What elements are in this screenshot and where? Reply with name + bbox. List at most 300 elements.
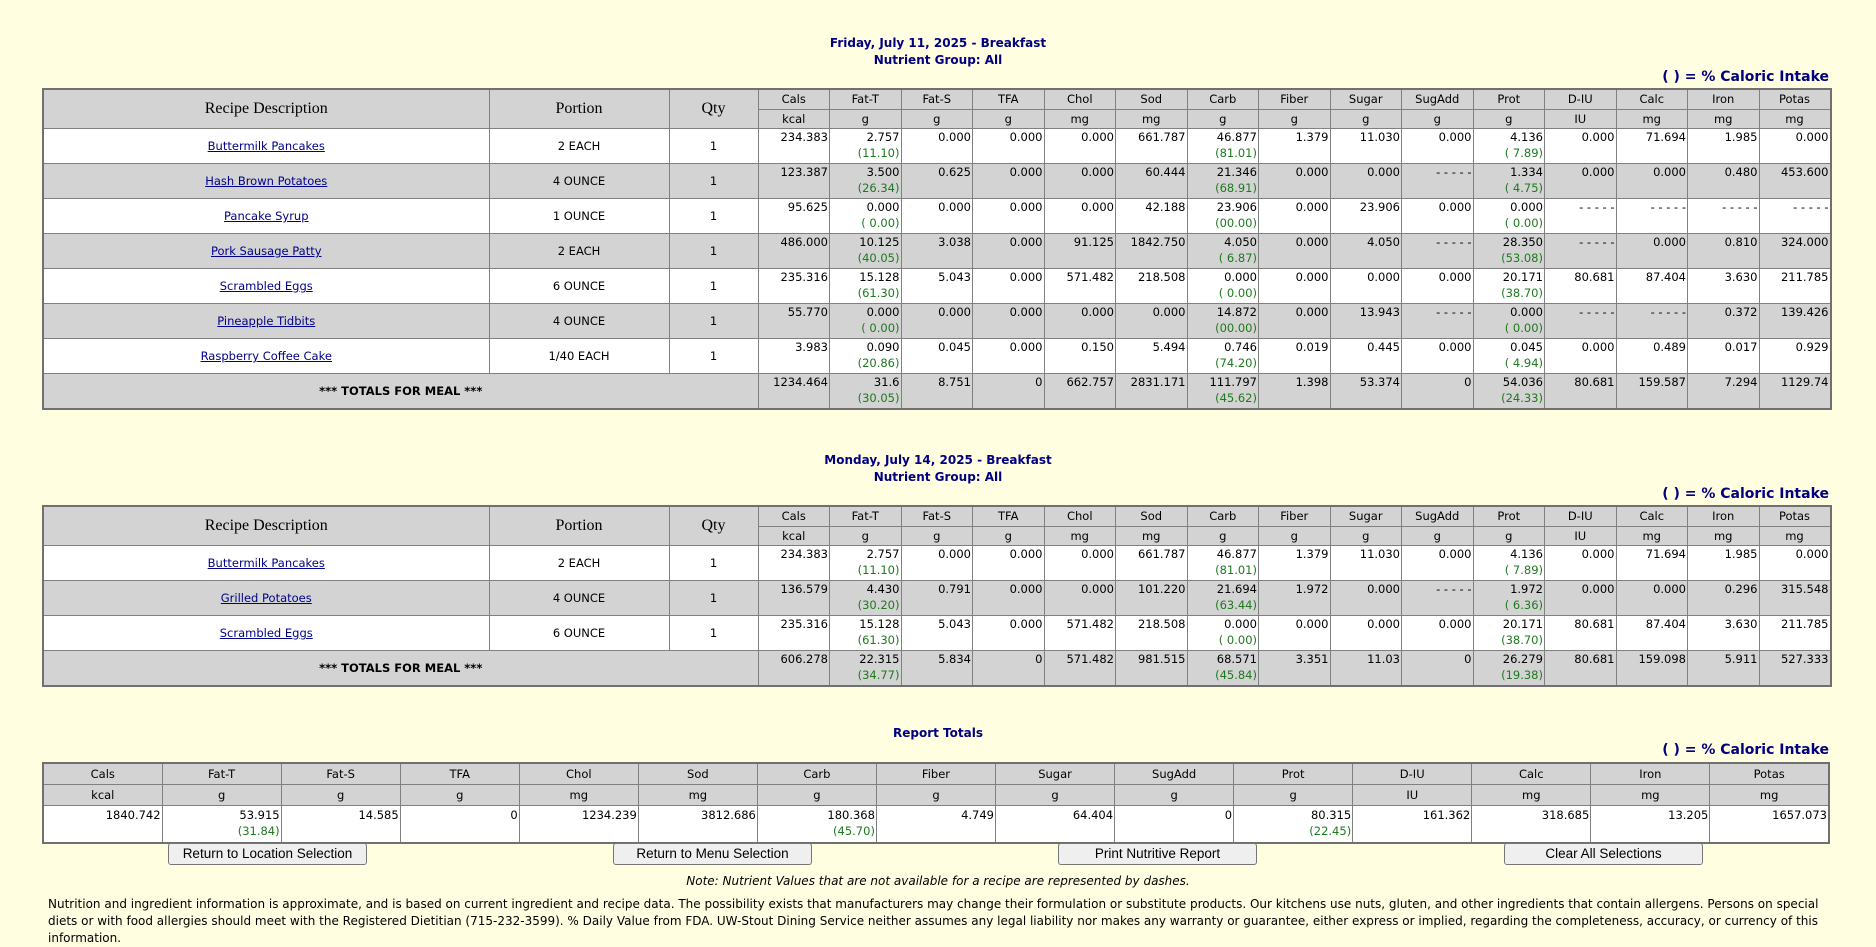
nutrient-value: 234.383: [780, 130, 828, 144]
report-total-cell: [400, 806, 519, 844]
total-value: 981.515: [1137, 652, 1186, 666]
nutrient-value: 0.000: [1795, 547, 1829, 561]
nutrient-value-cell: [1545, 234, 1617, 269]
nutrient-value-cell: [973, 234, 1045, 269]
nutrient-value-cell: [1759, 199, 1831, 234]
recipe-link[interactable]: Pancake Syrup: [223, 209, 309, 223]
nutrient-value-cell: [1330, 129, 1402, 164]
recipe-description-cell: [43, 546, 489, 581]
report-total-cell: [1115, 806, 1234, 844]
nutrient-value: 4.136: [1510, 130, 1543, 144]
meal-totals-row: [43, 374, 1831, 410]
total-value-cell: [1116, 651, 1188, 687]
nutrient-value: - - - - -: [1436, 582, 1472, 596]
total-value: 80.681: [1574, 375, 1615, 389]
nutrient-value-cell: [973, 581, 1045, 616]
nutrient-value-cell: [1473, 304, 1545, 339]
report-total-value: 1234.239: [581, 808, 637, 822]
column-header-nutrient: Potas: [1710, 763, 1829, 785]
total-value: 26.279: [1502, 652, 1543, 666]
nutrient-value: - - - - -: [1436, 305, 1472, 319]
unit-label: g: [973, 526, 1045, 546]
unit-label: g: [876, 785, 995, 806]
nutrient-value-cell: [1759, 129, 1831, 164]
unit-label: kcal: [43, 785, 162, 806]
nutrient-value: - - - - -: [1579, 235, 1615, 249]
nutrient-value-cell: [758, 581, 830, 616]
nutrient-value: 0.000: [1009, 617, 1043, 631]
column-header-nutrient: D-IU: [1545, 506, 1617, 526]
qty-cell: 1: [669, 339, 758, 374]
report-values-row: [43, 806, 1829, 844]
recipe-description-cell: [43, 269, 489, 304]
table-header-row: [43, 89, 1831, 109]
nutrient-value: 0.791: [938, 582, 971, 596]
nutrient-value-cell: [758, 339, 830, 374]
caloric-percent: (40.05): [857, 251, 900, 265]
report-total-cell: [162, 806, 281, 844]
caloric-percent: (74.20): [1215, 356, 1257, 370]
report-total-cell: [1710, 806, 1829, 844]
report-total-value: 0: [1224, 808, 1233, 822]
nutrient-value-cell: [1473, 546, 1545, 581]
nutrient-value-cell: [1330, 234, 1402, 269]
nutrient-value-cell: [1473, 164, 1545, 199]
nutrient-value: 0.000: [1438, 270, 1472, 284]
caloric-percent: (19.38): [1501, 668, 1543, 682]
unit-label: g: [1330, 109, 1402, 129]
nutrient-value-cell: [901, 304, 973, 339]
recipe-description-cell: [43, 304, 489, 339]
report-total-cell: [996, 806, 1115, 844]
total-value: 0: [1464, 652, 1472, 666]
nutrient-value: 0.000: [1009, 130, 1043, 144]
column-header-nutrient: Prot: [1473, 506, 1545, 526]
nutrient-value-cell: [830, 339, 902, 374]
nutrient-value: 0.489: [1653, 340, 1686, 354]
nutrient-value-cell: [1259, 546, 1331, 581]
nutrient-value: 11.030: [1359, 547, 1400, 561]
total-value-cell: [901, 651, 973, 687]
total-value: 111.797: [1209, 375, 1257, 389]
meal-totals-row: [43, 651, 1831, 687]
recipe-link[interactable]: Buttermilk Pancakes: [207, 139, 325, 153]
column-header-nutrient: TFA: [400, 763, 519, 785]
recipe-description-cell: [43, 339, 489, 374]
report-total-cell: [1591, 806, 1710, 844]
nutrient-value: 0.000: [866, 200, 900, 214]
nutrient-value: 0.000: [866, 305, 900, 319]
nutrient-value: 1.379: [1295, 547, 1329, 561]
nutrient-value-cell: [1545, 581, 1617, 616]
caloric-percent: (81.01): [1215, 563, 1257, 577]
nutrient-group: Nutrient Group: All: [873, 53, 1003, 67]
column-header-nutrient: Prot: [1473, 89, 1545, 109]
recipe-link[interactable]: Hash Brown Potatoes: [205, 174, 328, 188]
report-total-value: 1657.073: [1772, 808, 1827, 822]
nutrient-value: 0.000: [1009, 235, 1043, 249]
nutrient-value-cell: [758, 304, 830, 339]
column-header-nutrient: Chol: [1044, 506, 1116, 526]
recipe-row: [43, 616, 1831, 651]
nutrient-value-cell: [1187, 164, 1259, 199]
nutrient-value: - - - - -: [1650, 200, 1686, 214]
unit-label: g: [1330, 526, 1402, 546]
report-total-value: 4.749: [961, 808, 994, 822]
nutrient-value-cell: [901, 129, 973, 164]
recipe-link[interactable]: Pineapple Tidbits: [217, 314, 316, 328]
total-value: 527.333: [1780, 652, 1829, 666]
caloric-percent: (22.45): [1309, 824, 1352, 838]
nutrient-value-cell: [973, 269, 1045, 304]
column-header-nutrient: Chol: [1044, 89, 1116, 109]
report-total-value: 80.315: [1310, 808, 1352, 822]
column-header-nutrient: Fat-T: [162, 763, 281, 785]
nutrient-value-cell: [1473, 199, 1545, 234]
total-value-cell: [973, 374, 1045, 410]
nutrient-value-cell: [1330, 546, 1402, 581]
report-total-cell: [876, 806, 995, 844]
nutrient-value: 0.000: [1009, 582, 1043, 596]
nutrient-value-cell: [901, 339, 973, 374]
unit-label: g: [1402, 109, 1474, 129]
report-total-value: 13.205: [1668, 808, 1709, 822]
caloric-percent: (38.70): [1501, 286, 1543, 300]
total-value-cell: [1616, 651, 1688, 687]
column-header-description: Recipe Description: [43, 506, 489, 546]
nutrient-value-cell: [1616, 546, 1688, 581]
portion-cell: 2 EACH: [489, 546, 669, 581]
nutrient-value: - - - - -: [1793, 200, 1829, 214]
nutrient-value-cell: [1688, 581, 1760, 616]
nutrient-value-cell: [1616, 199, 1688, 234]
caloric-percent: ( 0.00): [1504, 216, 1543, 230]
meal-2-header: [0, 452, 1876, 486]
nutrient-value: 0.296: [1724, 582, 1758, 596]
nutrient-value-cell: [901, 269, 973, 304]
nutrient-value-cell: [1330, 339, 1402, 374]
nutrient-value-cell: [1116, 199, 1188, 234]
caloric-percent: ( 0.00): [861, 216, 900, 230]
column-header-nutrient: Sugar: [1330, 89, 1402, 109]
nutrient-value-cell: [1545, 164, 1617, 199]
nutrient-value: 0.000: [1581, 547, 1615, 561]
total-value: 1129.74: [1780, 375, 1829, 389]
nutrient-value-cell: [1759, 164, 1831, 199]
total-value: 80.681: [1574, 652, 1615, 666]
nutrient-value: 23.906: [1216, 200, 1257, 214]
nutrient-value: 1.985: [1724, 130, 1758, 144]
nutrient-value: 1.334: [1510, 165, 1543, 179]
nutrient-value: 571.482: [1066, 270, 1114, 284]
total-value: 1.398: [1295, 375, 1329, 389]
nutrient-value: 0.000: [938, 200, 971, 214]
return-to-menu-button[interactable]: Return to Menu Selection: [613, 843, 812, 865]
nutrient-value-cell: [1044, 199, 1116, 234]
recipe-row: [43, 339, 1831, 374]
column-header-nutrient: Potas: [1759, 89, 1831, 109]
dashes-note: Note: Nutrient Values that are not available for a recipe are represented by dashes.: [686, 874, 1190, 888]
recipe-description-cell: [43, 581, 489, 616]
report-total-value: 180.368: [827, 808, 875, 822]
unit-label: g: [1187, 526, 1259, 546]
caloric-percent: (38.70): [1501, 633, 1543, 647]
nutrient-value: 0.625: [938, 165, 971, 179]
column-header-nutrient: Fiber: [1259, 89, 1331, 109]
nutrient-value-cell: [758, 234, 830, 269]
recipe-description-cell: [43, 199, 489, 234]
report-total-cell: [757, 806, 876, 844]
column-header-nutrient: Fiber: [1259, 506, 1331, 526]
unit-label: g: [996, 785, 1115, 806]
nutrient-value-cell: [901, 616, 973, 651]
nutrient-value: 0.045: [1510, 340, 1543, 354]
nutrient-value-cell: [1187, 616, 1259, 651]
qty-cell: 1: [669, 616, 758, 651]
nutrient-value-cell: [973, 616, 1045, 651]
caloric-percent: (24.33): [1501, 391, 1543, 405]
recipe-link[interactable]: Scrambled Eggs: [219, 626, 313, 640]
nutrient-value-cell: [1616, 234, 1688, 269]
nutrient-value-cell: [1044, 164, 1116, 199]
nutrient-value-cell: [1259, 269, 1331, 304]
nutrient-value-cell: [901, 546, 973, 581]
unit-label: g: [757, 785, 876, 806]
total-value: 159.098: [1638, 652, 1686, 666]
column-header-nutrient: Sod: [1116, 89, 1188, 109]
total-value-cell: [1545, 651, 1617, 687]
total-value-cell: [1044, 374, 1116, 410]
recipe-link[interactable]: Raspberry Coffee Cake: [200, 349, 332, 363]
nutrient-value-cell: [1545, 339, 1617, 374]
nutrient-value: 20.171: [1502, 617, 1543, 631]
column-header-nutrient: Calc: [1616, 89, 1688, 109]
nutrient-value: 20.171: [1502, 270, 1543, 284]
recipe-row: [43, 199, 1831, 234]
nutrient-value: 0.000: [1581, 165, 1615, 179]
total-value-cell: [1688, 374, 1760, 410]
column-header-nutrient: Fat-S: [281, 763, 400, 785]
nutrient-value: 0.000: [1438, 340, 1472, 354]
nutrient-value: 661.787: [1137, 130, 1186, 144]
report-total-cell: [43, 806, 162, 844]
total-value: 0: [1035, 375, 1043, 389]
recipe-link[interactable]: Pork Sausage Patty: [210, 244, 322, 258]
portion-cell: 4 OUNCE: [489, 164, 669, 199]
column-header-nutrient: Sugar: [996, 763, 1115, 785]
column-header-nutrient: Sod: [1116, 506, 1188, 526]
nutrient-value-cell: [1330, 616, 1402, 651]
nutrient-value: 0.000: [1224, 617, 1257, 631]
caloric-percent: (20.86): [857, 356, 900, 370]
nutrient-value: 46.877: [1216, 547, 1257, 561]
total-value: 3.351: [1295, 652, 1329, 666]
report-total-cell: [519, 806, 638, 844]
nutrient-value-cell: [830, 581, 902, 616]
nutrient-value: 0.000: [938, 305, 971, 319]
nutrient-value-cell: [1330, 199, 1402, 234]
column-header-nutrient: TFA: [973, 89, 1045, 109]
nutrient-value-cell: [830, 269, 902, 304]
caloric-percent: ( 7.89): [1504, 563, 1543, 577]
nutrient-value: 211.785: [1780, 617, 1829, 631]
nutrient-value-cell: [1402, 199, 1474, 234]
nutrient-value-cell: [1044, 616, 1116, 651]
recipe-row: [43, 269, 1831, 304]
nutrient-value: 1.985: [1724, 547, 1758, 561]
unit-label: g: [1259, 109, 1331, 129]
portion-cell: 6 OUNCE: [489, 616, 669, 651]
column-header-portion: Portion: [489, 89, 669, 129]
caloric-percent: (45.62): [1215, 391, 1257, 405]
recipe-link[interactable]: Scrambled Eggs: [219, 279, 313, 293]
nutrient-value: 3.630: [1724, 617, 1758, 631]
nutrient-value-cell: [1759, 269, 1831, 304]
unit-label: g: [830, 109, 902, 129]
total-value-cell: [1116, 374, 1188, 410]
recipe-description-cell: [43, 616, 489, 651]
qty-cell: 1: [669, 304, 758, 339]
nutrient-value-cell: [1545, 616, 1617, 651]
nutrient-value: 0.019: [1295, 340, 1329, 354]
total-value-cell: [1473, 651, 1545, 687]
column-header-nutrient: SugAdd: [1402, 89, 1474, 109]
nutrient-value: 46.877: [1216, 130, 1257, 144]
caloric-percent: (63.44): [1215, 598, 1257, 612]
qty-cell: 1: [669, 234, 758, 269]
caloric-intake-legend: ( ) = % Caloric Intake: [1662, 69, 1829, 85]
unit-label: mg: [1044, 109, 1116, 129]
total-value-cell: [1402, 651, 1474, 687]
column-header-nutrient: Sugar: [1330, 506, 1402, 526]
nutrient-value: 4.430: [866, 582, 900, 596]
nutrient-value: 0.000: [1009, 305, 1043, 319]
nutrient-value-cell: [1116, 234, 1188, 269]
nutrient-value: 0.000: [1081, 547, 1114, 561]
nutrient-value-cell: [758, 129, 830, 164]
nutrient-value: 3.038: [938, 235, 971, 249]
qty-cell: 1: [669, 269, 758, 304]
unit-label: mg: [1591, 785, 1710, 806]
nutrient-value: 0.000: [1009, 547, 1043, 561]
report-total-cell: [1472, 806, 1591, 844]
total-value-cell: [758, 374, 830, 410]
recipe-row: [43, 304, 1831, 339]
nutrient-value-cell: [1187, 234, 1259, 269]
nutrient-value: 0.000: [1581, 130, 1615, 144]
caloric-percent: ( 0.00): [861, 321, 900, 335]
unit-label: g: [281, 785, 400, 806]
nutrient-value-cell: [1688, 199, 1760, 234]
total-value-cell: [1187, 374, 1259, 410]
nutrient-value: - - - - -: [1579, 305, 1615, 319]
column-header-nutrient: Cals: [758, 506, 830, 526]
column-header-nutrient: Iron: [1688, 89, 1760, 109]
nutrient-value-cell: [901, 199, 973, 234]
report-units-row: [43, 785, 1829, 806]
unit-label: IU: [1545, 526, 1617, 546]
nutrient-value: 0.000: [1653, 582, 1686, 596]
nutrient-value-cell: [1688, 546, 1760, 581]
nutrient-value-cell: [830, 129, 902, 164]
nutrient-value-cell: [1259, 129, 1331, 164]
column-header-nutrient: Fat-S: [901, 506, 973, 526]
nutrient-value-cell: [973, 304, 1045, 339]
recipe-link[interactable]: Buttermilk Pancakes: [207, 556, 325, 570]
total-value: 0: [1464, 375, 1472, 389]
nutrient-value-cell: [1259, 164, 1331, 199]
nutrient-value-cell: [1616, 269, 1688, 304]
nutrient-value: 0.000: [1581, 340, 1615, 354]
clear-all-selections-button[interactable]: Clear All Selections: [1504, 843, 1703, 865]
caloric-percent: (11.10): [857, 563, 900, 577]
nutrient-value: 91.125: [1073, 235, 1114, 249]
return-to-location-button[interactable]: Return to Location Selection: [168, 843, 367, 865]
total-value-cell: [1688, 651, 1760, 687]
nutrient-value: 15.128: [859, 617, 900, 631]
nutrient-value: 0.000: [938, 130, 971, 144]
nutrient-value-cell: [1044, 269, 1116, 304]
nutrient-value: 0.000: [1081, 305, 1114, 319]
caloric-percent: (53.08): [1501, 251, 1543, 265]
column-header-nutrient: D-IU: [1545, 89, 1617, 109]
nutrient-value-cell: [1545, 199, 1617, 234]
print-nutritive-report-button[interactable]: Print Nutritive Report: [1058, 843, 1257, 865]
nutrient-value: 42.188: [1145, 200, 1186, 214]
nutrient-value: 0.000: [1009, 340, 1043, 354]
nutrient-value-cell: [973, 199, 1045, 234]
portion-cell: 2 EACH: [489, 129, 669, 164]
column-header-nutrient: Calc: [1472, 763, 1591, 785]
recipe-row: [43, 164, 1831, 199]
unit-label: mg: [1616, 109, 1688, 129]
nutrient-value-cell: [1187, 581, 1259, 616]
caloric-percent: ( 0.00): [1218, 633, 1257, 647]
recipe-link[interactable]: Grilled Potatoes: [220, 591, 312, 605]
total-value-cell: [901, 374, 973, 410]
nutrient-value-cell: [973, 129, 1045, 164]
nutrient-value: 661.787: [1137, 547, 1186, 561]
report-total-cell: [281, 806, 400, 844]
nutrient-value: 11.030: [1359, 130, 1400, 144]
nutrient-value-cell: [1759, 234, 1831, 269]
caloric-percent: (81.01): [1215, 146, 1257, 160]
meal-title: Friday, July 11, 2025 - Breakfast: [829, 36, 1047, 50]
nutrient-value: 0.000: [938, 547, 971, 561]
recipe-row: [43, 129, 1831, 164]
nutrient-value: 13.943: [1359, 305, 1400, 319]
column-header-nutrient: SugAdd: [1402, 506, 1474, 526]
nutrient-value: 235.316: [780, 270, 828, 284]
nutrient-value: 0.000: [1510, 305, 1543, 319]
nutrient-value-cell: [1044, 234, 1116, 269]
portion-cell: 4 OUNCE: [489, 304, 669, 339]
nutrient-value: 0.000: [1438, 617, 1472, 631]
nutrient-value: 0.000: [1438, 547, 1472, 561]
caloric-percent: (61.30): [857, 286, 900, 300]
caloric-percent: (26.34): [857, 181, 900, 195]
unit-label: g: [1402, 526, 1474, 546]
nutrient-value: 5.043: [938, 617, 971, 631]
nutrient-value: 0.000: [1152, 305, 1186, 319]
nutrient-value-cell: [1759, 304, 1831, 339]
nutrient-value: - - - - -: [1650, 305, 1686, 319]
nutrient-value-cell: [1044, 304, 1116, 339]
nutrient-value-cell: [1116, 129, 1188, 164]
caloric-percent: ( 0.00): [1218, 286, 1257, 300]
nutrient-value-cell: [1402, 269, 1474, 304]
caloric-percent: (00.00): [1215, 216, 1257, 230]
